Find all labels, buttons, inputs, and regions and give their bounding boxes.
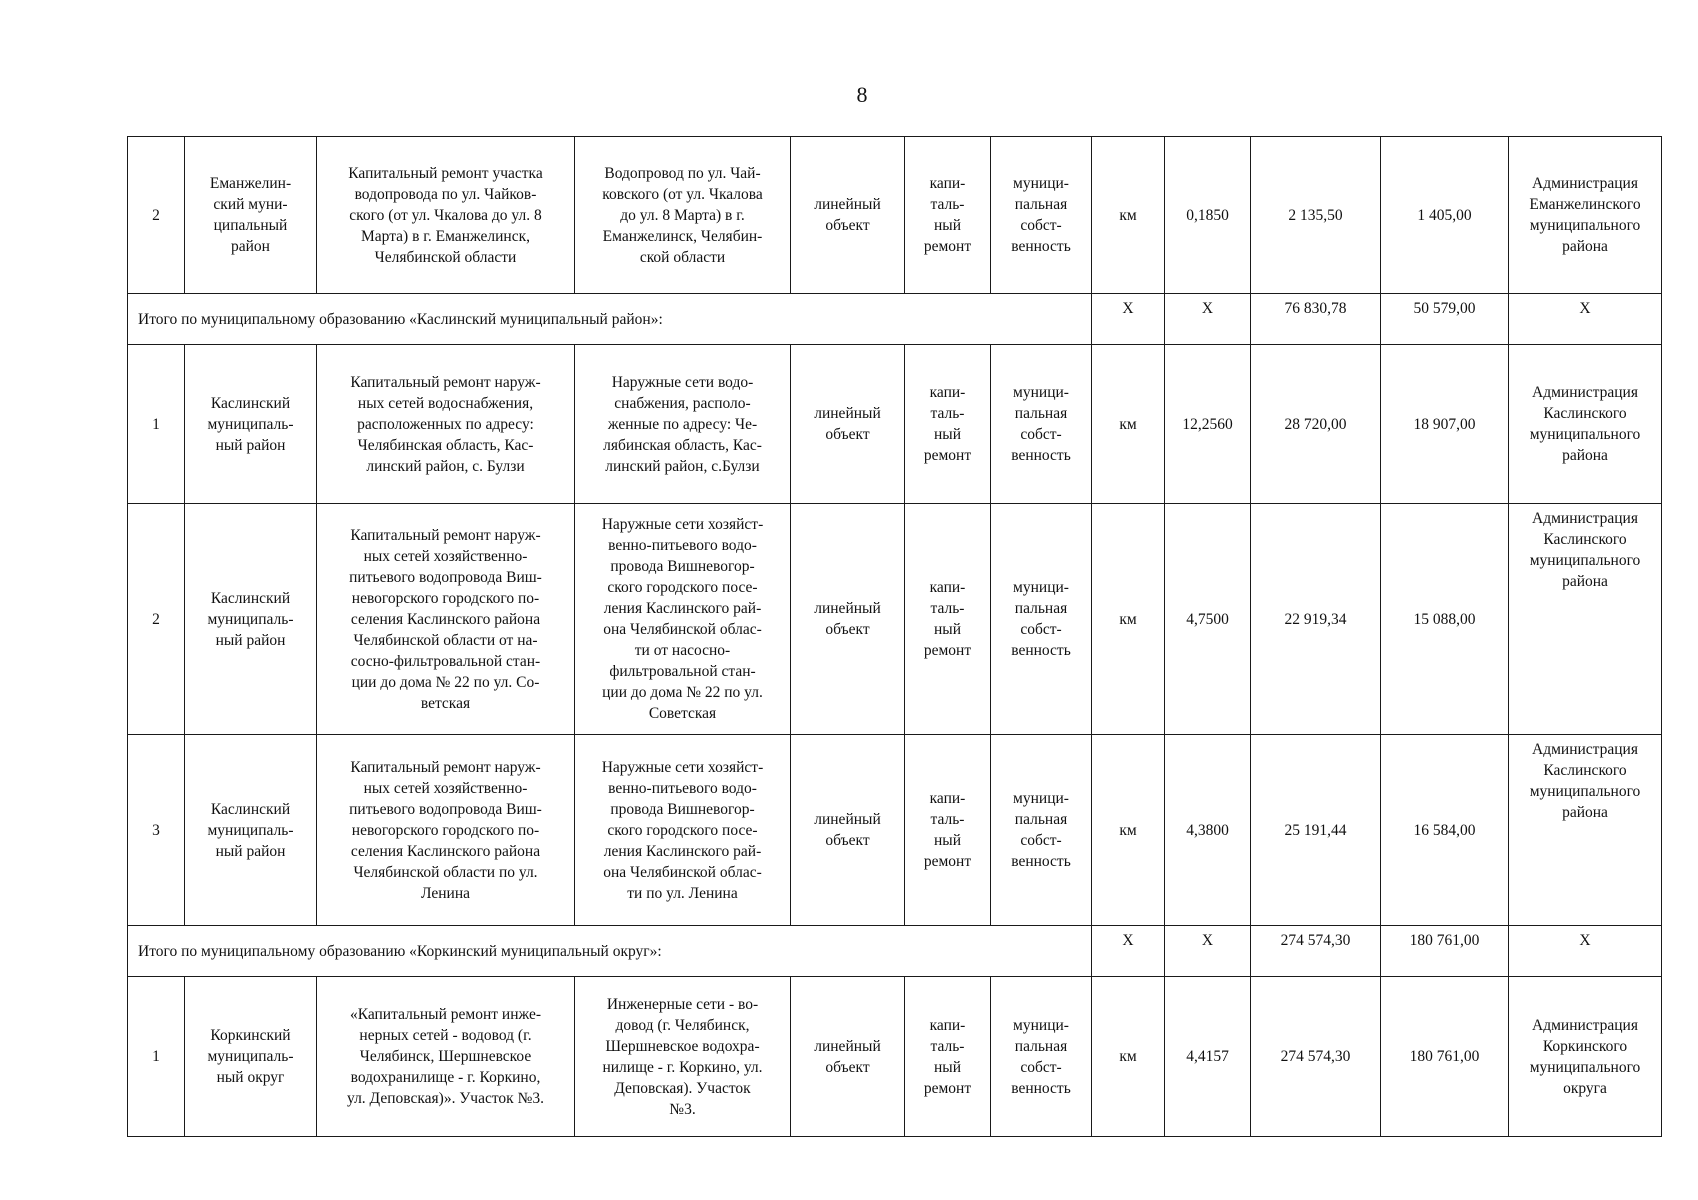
total-x-cell: Х [1092, 926, 1165, 977]
municipality-cell: Каслинский муниципаль- ный район [185, 345, 317, 504]
funds-cell: 18 907,00 [1381, 345, 1509, 504]
table-row [128, 345, 1662, 504]
table-row [128, 735, 1662, 926]
unit-cell: км [1092, 504, 1165, 735]
ownership-cell: муници- пальная собст- венность [991, 735, 1092, 926]
capacity-cell: 4,4157 [1165, 977, 1251, 1137]
row-number: 2 [128, 504, 185, 735]
executor-cell: Администрация Еманжелинского муниципального района [1509, 137, 1662, 294]
object-type-cell: линейный объект [791, 977, 905, 1137]
capacity-cell: 12,2560 [1165, 345, 1251, 504]
funds-cell: 15 088,00 [1381, 504, 1509, 735]
work-kind-cell: капи- таль- ный ремонт [905, 504, 991, 735]
object-name-cell: Наружные сети хозяйст- венно-питьевого водо- провода Вишневогор- ского городского посе- ления Каслинского рай- она Челябинской облас- ти от насосно- фильтровальной стан- ции до дома № 22 по ул. Советская [575, 504, 791, 735]
table-row [128, 504, 1662, 735]
capacity-cell: 4,3800 [1165, 735, 1251, 926]
object-name-cell: Наружные сети водо- снабжения, располо- женные по адресу: Че- лябинская область, Кас- линский район, с.Булзи [575, 345, 791, 504]
municipality-cell: Еманжелин- ский муни- ципальный район [185, 137, 317, 294]
cost-cell: 25 191,44 [1251, 735, 1381, 926]
unit-cell: км [1092, 977, 1165, 1137]
row-number: 2 [128, 137, 185, 294]
ownership-cell: муници- пальная собст- венность [991, 345, 1092, 504]
cost-cell: 28 720,00 [1251, 345, 1381, 504]
capacity-cell: 4,7500 [1165, 504, 1251, 735]
total-row [128, 926, 1662, 977]
work-kind-cell: капи- таль- ный ремонт [905, 345, 991, 504]
page-number: 8 [856, 82, 868, 107]
investment-table [127, 136, 1662, 1137]
table-row [128, 137, 1662, 294]
total-funds-cell: 180 761,00 [1381, 926, 1509, 977]
unit-cell: км [1092, 137, 1165, 294]
object-type-cell: линейный объект [791, 735, 905, 926]
funds-cell: 16 584,00 [1381, 735, 1509, 926]
cost-cell: 2 135,50 [1251, 137, 1381, 294]
total-x-cell: Х [1165, 926, 1251, 977]
object-type-cell: линейный объект [791, 137, 905, 294]
unit-cell: км [1092, 735, 1165, 926]
total-label: Итого по муниципальному образованию «Коркинский муниципальный округ»: [128, 926, 1092, 977]
total-x-cell: Х [1165, 294, 1251, 345]
total-label: Итого по муниципальному образованию «Каслинский муниципальный район»: [128, 294, 1092, 345]
work-kind-cell: капи- таль- ный ремонт [905, 735, 991, 926]
object-name-cell: Наружные сети хозяйст- венно-питьевого водо- провода Вишневогор- ского городского посе- ления Каслинского рай- она Челябинской облас- ти по ул. Ленина [575, 735, 791, 926]
total-x-cell: Х [1092, 294, 1165, 345]
ownership-cell: муници- пальная собст- венность [991, 504, 1092, 735]
work-name-cell: «Капитальный ремонт инже- нерных сетей - водовод (г. Челябинск, Шершневское водохранилище - г. Коркино, ул. Деповская)». Участок №3. [317, 977, 575, 1137]
executor-cell: Администрация Каслинского муниципального района [1509, 345, 1662, 504]
work-name-cell: Капитальный ремонт наруж- ных сетей водоснабжения, расположенных по адресу: Челябинская область, Кас- линский район, с. Булзи [317, 345, 575, 504]
total-x-cell: Х [1509, 926, 1662, 977]
work-name-cell: Капитальный ремонт участка водопровода по ул. Чайков- ского (от ул. Чкалова до ул. 8 Марта) в г. Еманжелинск, Челябинской области [317, 137, 575, 294]
object-name-cell: Водопровод по ул. Чай- ковского (от ул. Чкалова до ул. 8 Марта) в г. Еманжелинск, Челябин- ской области [575, 137, 791, 294]
work-name-cell: Капитальный ремонт наруж- ных сетей хозяйственно- питьевого водопровода Виш- невогорского городского по- селения Каслинского района Челябинской области от на- сосно-фильтровальной стан- ции до дома № 22 по ул. Со- ветская [317, 504, 575, 735]
funds-cell: 1 405,00 [1381, 137, 1509, 294]
row-number: 1 [128, 345, 185, 504]
object-type-cell: линейный объект [791, 504, 905, 735]
object-name-cell: Инженерные сети - во- довод (г. Челябинск, Шершневское водохра- нилище - г. Коркино, ул. Деповская). Участок №3. [575, 977, 791, 1137]
capacity-cell: 0,1850 [1165, 137, 1251, 294]
total-cost-cell: 76 830,78 [1251, 294, 1381, 345]
ownership-cell: муници- пальная собст- венность [991, 137, 1092, 294]
total-cost-cell: 274 574,30 [1251, 926, 1381, 977]
total-funds-cell: 50 579,00 [1381, 294, 1509, 345]
municipality-cell: Каслинский муниципаль- ный район [185, 504, 317, 735]
funds-cell: 180 761,00 [1381, 977, 1509, 1137]
executor-cell: Администрация Каслинского муниципального района [1509, 735, 1662, 926]
ownership-cell: муници- пальная собст- венность [991, 977, 1092, 1137]
object-type-cell: линейный объект [791, 345, 905, 504]
cost-cell: 274 574,30 [1251, 977, 1381, 1137]
cost-cell: 22 919,34 [1251, 504, 1381, 735]
work-name-cell: Капитальный ремонт наруж- ных сетей хозяйственно- питьевого водопровода Виш- невогорского городского по- селения Каслинского района Челябинской области по ул. Ленина [317, 735, 575, 926]
municipality-cell: Каслинский муниципаль- ный район [185, 735, 317, 926]
table-row [128, 977, 1662, 1137]
executor-cell: Администрация Каслинского муниципального района [1509, 504, 1662, 735]
row-number: 3 [128, 735, 185, 926]
total-row [128, 294, 1662, 345]
row-number: 1 [128, 977, 185, 1137]
work-kind-cell: капи- таль- ный ремонт [905, 137, 991, 294]
municipality-cell: Коркинский муниципаль- ный округ [185, 977, 317, 1137]
executor-cell: Администрация Коркинского муниципального округа [1509, 977, 1662, 1137]
work-kind-cell: капи- таль- ный ремонт [905, 977, 991, 1137]
unit-cell: км [1092, 345, 1165, 504]
total-x-cell: Х [1509, 294, 1662, 345]
